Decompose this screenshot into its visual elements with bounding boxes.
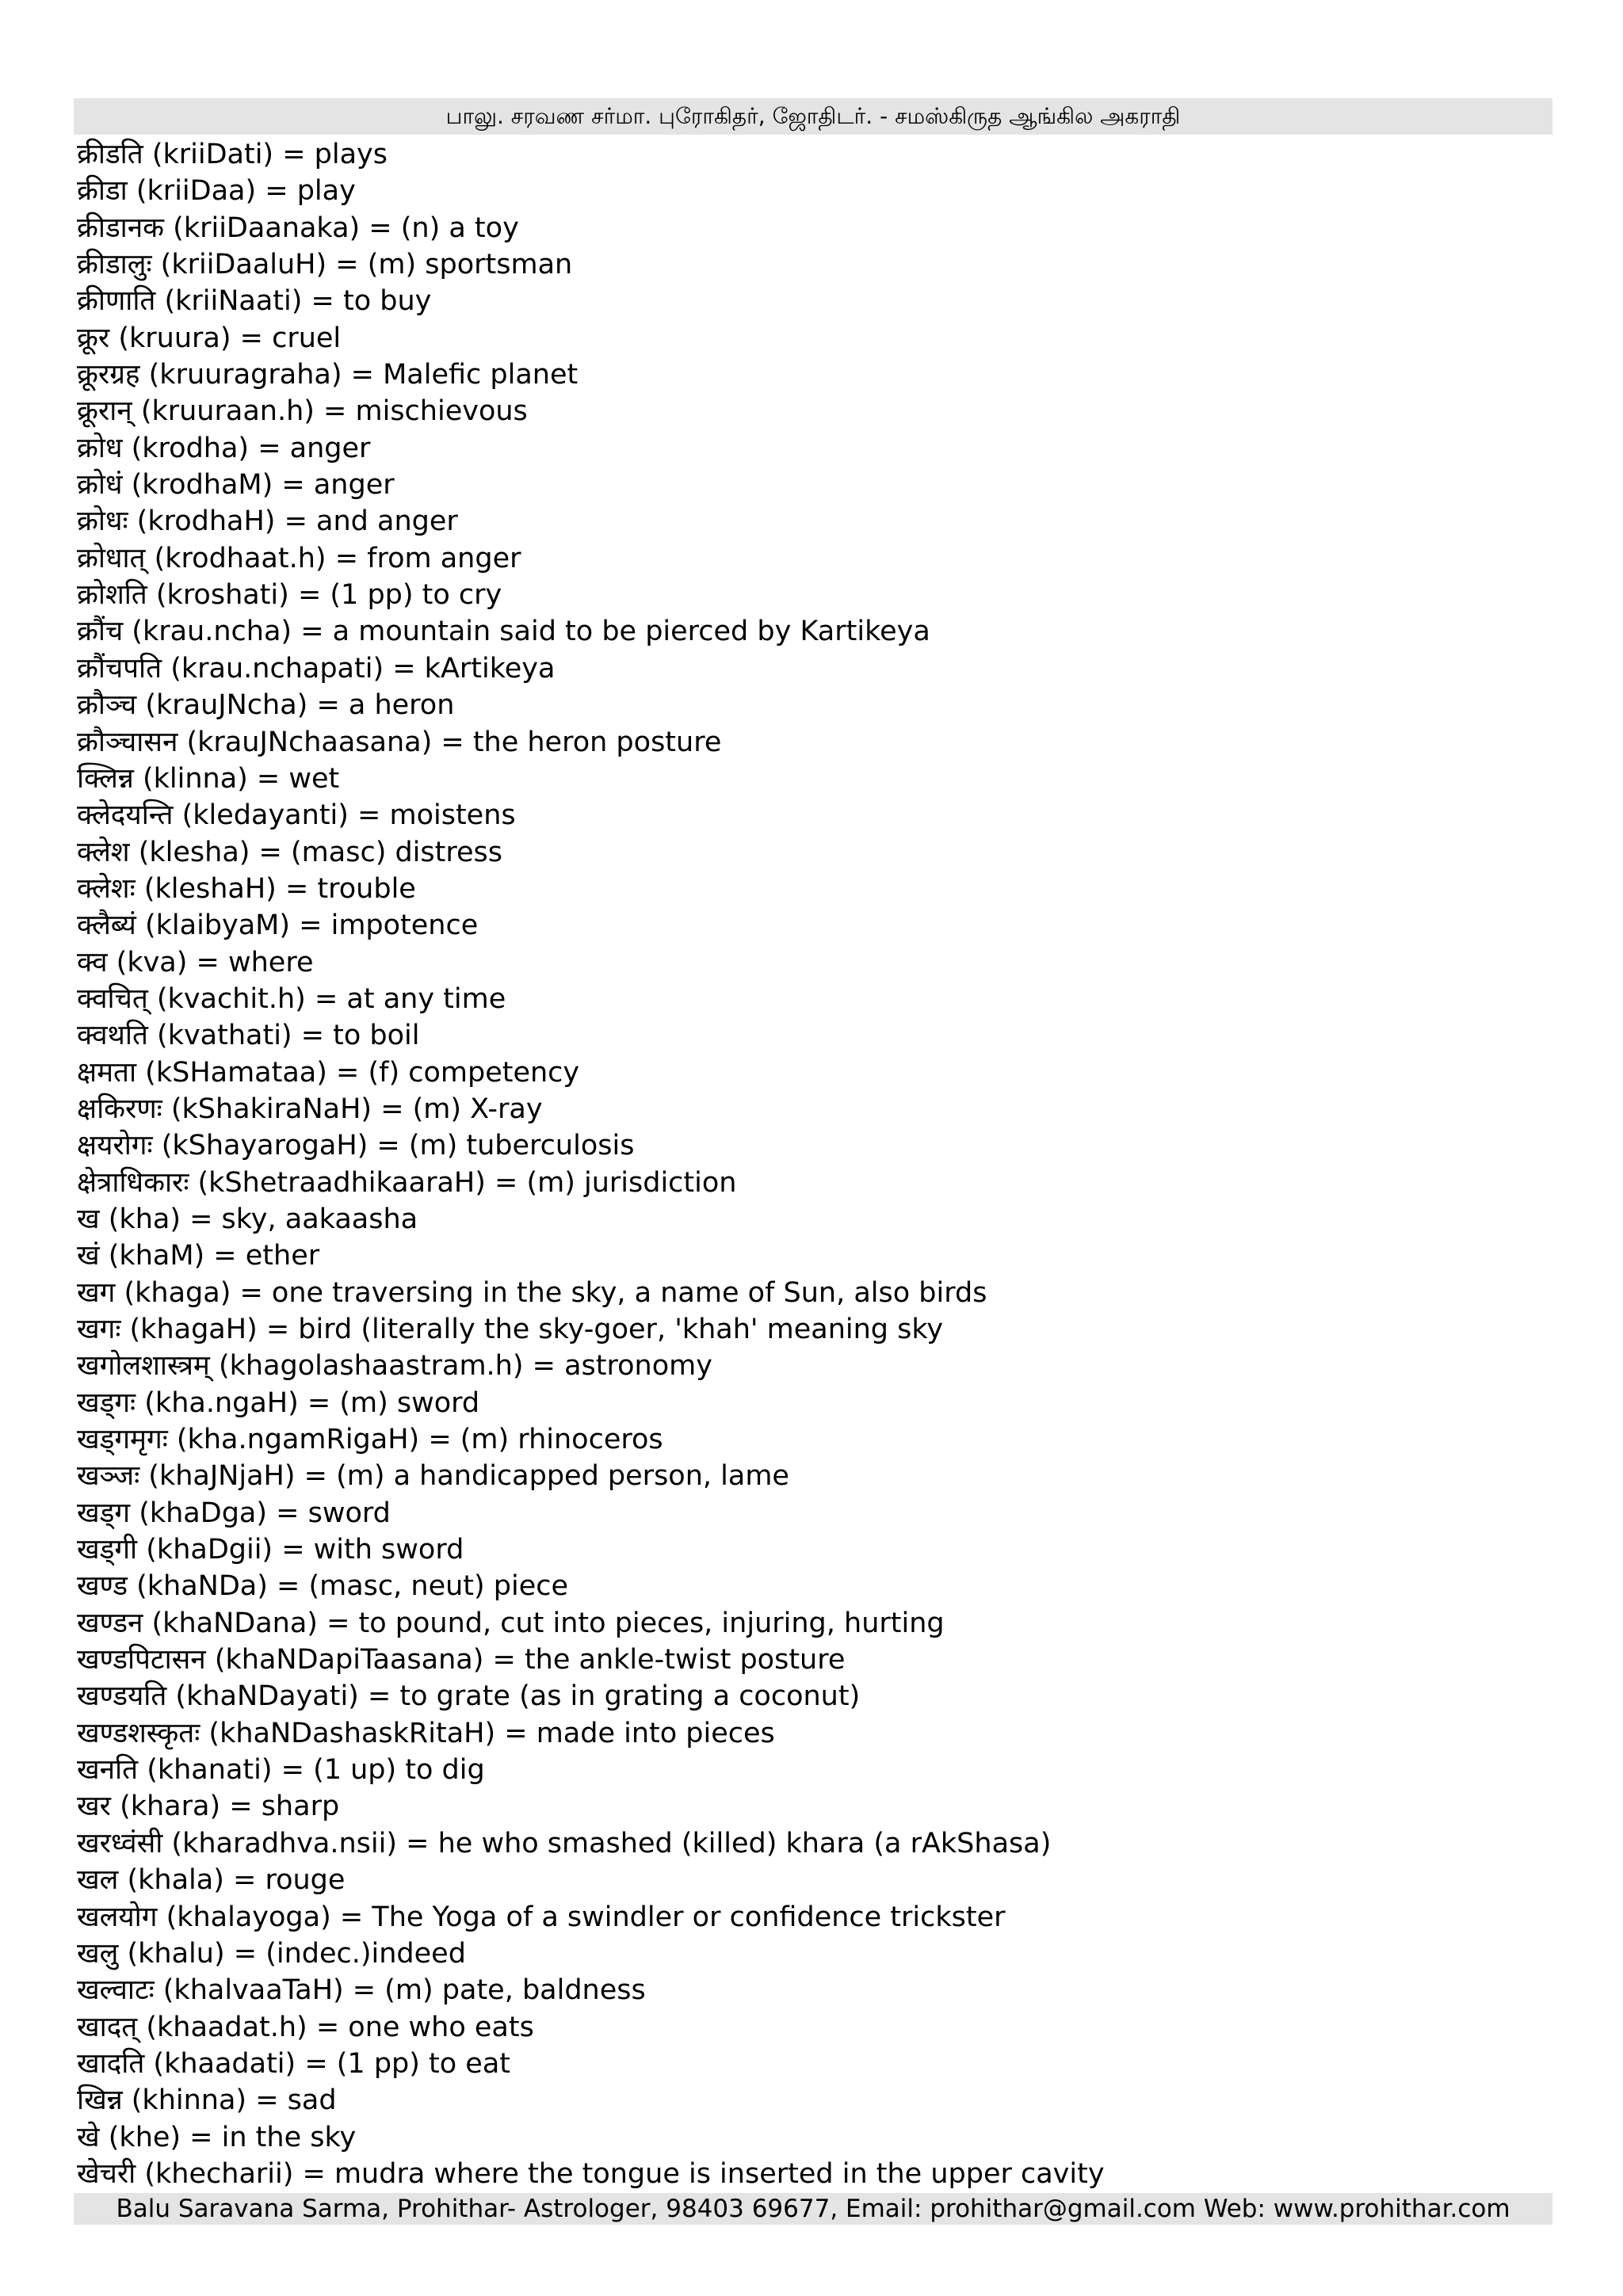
dictionary-entry [77, 210, 1551, 246]
entry-definition: (krodha) = anger [122, 432, 371, 464]
dictionary-entry [77, 393, 1551, 429]
entry-headword: क्रीडालुः [77, 249, 152, 281]
dictionary-entry [77, 1458, 1551, 1494]
dictionary-entry [77, 650, 1551, 687]
entry-definition: (khaNDayati) = to grate (as in grating a coconut) [166, 1680, 861, 1713]
dictionary-entry [77, 1165, 1551, 1201]
entry-definition: (kledayanti) = moistens [173, 799, 516, 832]
entry-definition: (khaNDana) = to pound, cut into pieces, injuring, hurting [143, 1607, 945, 1639]
entry-definition: (krodhaM) = anger [122, 469, 395, 502]
dictionary-entry [77, 320, 1551, 357]
entry-headword: क्षेत्राधिकारः [77, 1166, 189, 1199]
entry-headword: क्वचित् [77, 982, 148, 1015]
entry-headword: खण्डन [77, 1607, 143, 1639]
entry-headword: क्रूर [77, 322, 110, 354]
entry-headword: क्षयरोगः [77, 1130, 153, 1162]
entry-definition: (kleshaH) = trouble [135, 872, 416, 905]
entry-headword: क्रीडा [77, 175, 128, 208]
header-title: பாலு. சரவண சர்மா. புரோகிதர், ஜோதிடர். - சமஸ்கிருத ஆங்கில அகராதி [445, 103, 1181, 129]
dictionary-entry [77, 2009, 1551, 2046]
dictionary-entry [77, 577, 1551, 613]
entry-headword: क्रौञ्चासन [77, 726, 178, 758]
dictionary-entry [77, 1862, 1551, 1898]
entry-definition: (khala) = rouge [118, 1864, 346, 1897]
entry-definition: (kShakiraNaH) = (m) X-ray [162, 1093, 543, 1125]
entry-definition: (khaNDapiTaasana) = the ankle-twist posture [205, 1644, 846, 1676]
entry-definition: (khaadati) = (1 pp) to eat [144, 2047, 510, 2080]
entry-headword: खड्गः [77, 1386, 136, 1419]
dictionary-entry [77, 1605, 1551, 1642]
entry-definition: (khalayoga) = The Yoga of a swindler or confidence trickster [157, 1901, 1006, 1933]
entry-headword: खगोलशास्त्रम् [77, 1350, 210, 1383]
entry-definition: (kha) = sky, aakaasha [99, 1203, 418, 1235]
entry-headword: क्लैब्यं [77, 910, 136, 942]
entry-headword: क्रौंचपति [77, 652, 162, 685]
entry-definition: (krodhaat.h) = from anger [145, 542, 521, 574]
dictionary-entry [77, 797, 1551, 833]
dictionary-entry [77, 2046, 1551, 2082]
dictionary-entry-list [77, 136, 1551, 2192]
entry-definition: (khaga) = one traversing in the sky, a name of Sun, also birds [115, 1276, 987, 1309]
dictionary-entry [77, 1017, 1551, 1054]
entry-headword: खड्गमृगः [77, 1424, 168, 1456]
entry-headword: खं [77, 1240, 100, 1272]
dictionary-entry [77, 613, 1551, 650]
dictionary-entry [77, 503, 1551, 540]
dictionary-entry [77, 1972, 1551, 2008]
entry-headword: खर [77, 1791, 111, 1823]
entry-headword: खग [77, 1276, 116, 1309]
entry-definition: (kSHamataa) = (f) competency [136, 1056, 580, 1089]
entry-definition: (khara) = sharp [110, 1791, 340, 1823]
entry-definition: (klesha) = (masc) distress [129, 836, 502, 868]
entry-definition: (kharadhva.nsii) = he who smashed (killed) khara (a rAkShasa) [162, 1827, 1052, 1859]
entry-headword: क्व [77, 946, 108, 978]
page-footer [74, 2193, 1552, 2225]
dictionary-entry [77, 1788, 1551, 1825]
entry-headword: क्रौंच [77, 616, 124, 648]
dictionary-entry [77, 871, 1551, 907]
entry-definition: (klaibyaM) = impotence [136, 910, 479, 942]
dictionary-entry [77, 1348, 1551, 1384]
entry-headword: खञ्जः [77, 1460, 140, 1493]
entry-headword: खण्ड [77, 1570, 128, 1603]
entry-definition: (krauJNchaasana) = the heron posture [178, 726, 722, 758]
dictionary-entry [77, 467, 1551, 503]
dictionary-entry [77, 834, 1551, 871]
dictionary-entry [77, 1201, 1551, 1238]
dictionary-entry [77, 1275, 1551, 1311]
dictionary-entry [77, 357, 1551, 393]
entry-definition: (kriiDaaluH) = (m) sportsman [151, 249, 573, 281]
entry-headword: क्रूरान् [77, 395, 132, 428]
entry-headword: खल्वाटः [77, 1974, 155, 2007]
entry-headword: खादति [77, 2047, 145, 2080]
dictionary-entry [77, 430, 1551, 467]
entry-definition: (kriiNaati) = to buy [155, 285, 432, 318]
entry-headword: ख [77, 1203, 100, 1235]
dictionary-entry [77, 1825, 1551, 1862]
entry-definition: (khaJNjaH) = (m) a handicapped person, lame [139, 1460, 789, 1493]
entry-headword: क्रीडति [77, 139, 143, 170]
entry-definition: (klinna) = wet [133, 762, 340, 795]
dictionary-entry [77, 1127, 1551, 1164]
entry-headword: क्षकिरणः [77, 1093, 162, 1125]
entry-headword: क्रौञ्च [77, 689, 137, 722]
entry-definition: (khaDga) = sword [130, 1497, 391, 1529]
entry-headword: क्लेदयन्ति [77, 799, 174, 832]
entry-headword: खे [77, 2121, 100, 2153]
entry-headword: क्रूरग्रह [77, 359, 140, 391]
entry-definition: (krauJNcha) = a heron [136, 689, 455, 722]
dictionary-entry [77, 1385, 1551, 1421]
entry-definition: (khalu) = (indec.)indeed [118, 1937, 466, 1970]
entry-definition: (khagolashaastram.h) = astronomy [209, 1350, 712, 1383]
entry-definition: (kva) = where [107, 946, 314, 978]
entry-definition: (kruuraan.h) = mischievous [132, 395, 528, 428]
entry-headword: क्रीणाति [77, 285, 156, 318]
dictionary-entry [77, 724, 1551, 761]
entry-definition: (khecharii) = mudra where the tongue is inserted in the upper cavity [136, 2157, 1105, 2190]
dictionary-entry [77, 1311, 1551, 1348]
dictionary-entry [77, 687, 1551, 723]
dictionary-entry [77, 1531, 1551, 1568]
dictionary-entry [77, 1899, 1551, 1936]
dictionary-entry [77, 136, 1551, 173]
entry-definition: (khaadat.h) = one who eats [137, 2011, 534, 2043]
entry-definition: (kriiDaa) = play [127, 175, 356, 208]
dictionary-entry [77, 761, 1551, 797]
dictionary-entry [77, 1495, 1551, 1531]
dictionary-entry [77, 981, 1551, 1017]
entry-headword: खण्डपिटासन [77, 1644, 206, 1676]
entry-definition: (kriiDati) = plays [143, 139, 388, 170]
entry-definition: (khanati) = (1 up) to dig [138, 1754, 485, 1787]
entry-headword: खिन्न [77, 2084, 123, 2117]
entry-definition: (khe) = in the sky [99, 2121, 357, 2153]
entry-headword: क्रोध [77, 432, 123, 464]
dictionary-entry [77, 1238, 1551, 1274]
entry-definition: (krodhaH) = and anger [128, 505, 458, 538]
entry-headword: खगः [77, 1314, 121, 1345]
entry-headword: खलु [77, 1937, 119, 1970]
dictionary-entry [77, 1091, 1551, 1127]
entry-definition: (khinna) = sad [122, 2084, 337, 2117]
entry-headword: खल [77, 1864, 119, 1897]
entry-headword: क्लिन्न [77, 762, 134, 795]
footer-text: Balu Saravana Sarma, Prohithar- Astrologer, 98403 69677, Email: prohithar@gmail.com Web: www.prohithar.com [116, 2195, 1510, 2223]
dictionary-entry [77, 283, 1551, 319]
entry-headword: खण्डशस्कृतः [77, 1717, 200, 1749]
entry-definition: (krau.nchapati) = kArtikeya [162, 652, 556, 685]
dictionary-entry [77, 907, 1551, 944]
entry-headword: खनति [77, 1754, 139, 1787]
entry-definition: (khaNDashaskRitaH) = made into pieces [200, 1717, 775, 1749]
entry-headword: क्रीडानक [77, 212, 165, 244]
entry-definition: (kShetraadhikaaraH) = (m) jurisdiction [189, 1166, 737, 1199]
entry-headword: खलयोग [77, 1901, 158, 1933]
entry-headword: खेचरी [77, 2157, 136, 2190]
dictionary-entry [77, 1055, 1551, 1091]
dictionary-entry [77, 1642, 1551, 1678]
entry-definition: (khaNDa) = (masc, neut) piece [127, 1570, 569, 1603]
entry-definition: (kriiDaanaka) = (n) a toy [164, 212, 519, 244]
entry-headword: क्लेशः [77, 872, 136, 905]
dictionary-entry [77, 2156, 1551, 2192]
page-header [74, 98, 1552, 135]
entry-definition: (kha.ngamRigaH) = (m) rhinoceros [167, 1424, 663, 1456]
dictionary-entry [77, 944, 1551, 981]
entry-definition: (kShayarogaH) = (m) tuberculosis [152, 1130, 635, 1162]
dictionary-entry [77, 173, 1551, 209]
entry-definition: (kruuragraha) = Malefic planet [139, 359, 579, 391]
entry-headword: खड्गी [77, 1534, 138, 1566]
entry-headword: क्रोशति [77, 579, 147, 612]
entry-definition: (khaM) = ether [99, 1240, 320, 1272]
dictionary-entry [77, 2082, 1551, 2119]
dictionary-entry [77, 1568, 1551, 1604]
entry-headword: खण्डयति [77, 1680, 167, 1713]
dictionary-entry [77, 1421, 1551, 1458]
entry-definition: (khagaH) = bird (literally the sky-goer, 'khah' meaning sky [120, 1314, 944, 1345]
entry-headword: क्रोधं [77, 469, 123, 502]
dictionary-entry [77, 1936, 1551, 1972]
entry-headword: क्वथति [77, 1020, 148, 1052]
dictionary-entry [77, 1752, 1551, 1788]
entry-definition: (kroshati) = (1 pp) to cry [147, 579, 502, 612]
dictionary-entry [77, 1678, 1551, 1714]
entry-definition: (khaDgii) = with sword [137, 1534, 464, 1566]
entry-definition: (kruura) = cruel [109, 322, 342, 354]
entry-headword: खड्ग [77, 1497, 131, 1529]
entry-definition: (kha.ngaH) = (m) sword [136, 1386, 480, 1419]
entry-headword: क्लेश [77, 836, 130, 868]
entry-headword: क्रोधः [77, 505, 128, 538]
entry-headword: खादत् [77, 2011, 138, 2043]
entry-definition: (kvachit.h) = at any time [147, 982, 506, 1015]
entry-headword: क्षमता [77, 1056, 137, 1089]
entry-headword: खरध्वंसी [77, 1827, 163, 1859]
dictionary-entry [77, 246, 1551, 283]
entry-definition: (khalvaaTaH) = (m) pate, baldness [154, 1974, 646, 2007]
dictionary-entry [77, 2119, 1551, 2156]
entry-headword: क्रोधात् [77, 542, 146, 574]
entry-definition: (kvathati) = to boil [147, 1020, 420, 1052]
dictionary-entry [77, 540, 1551, 577]
entry-definition: (krau.ncha) = a mountain said to be pierced by Kartikeya [123, 616, 930, 648]
dictionary-entry [77, 1715, 1551, 1752]
